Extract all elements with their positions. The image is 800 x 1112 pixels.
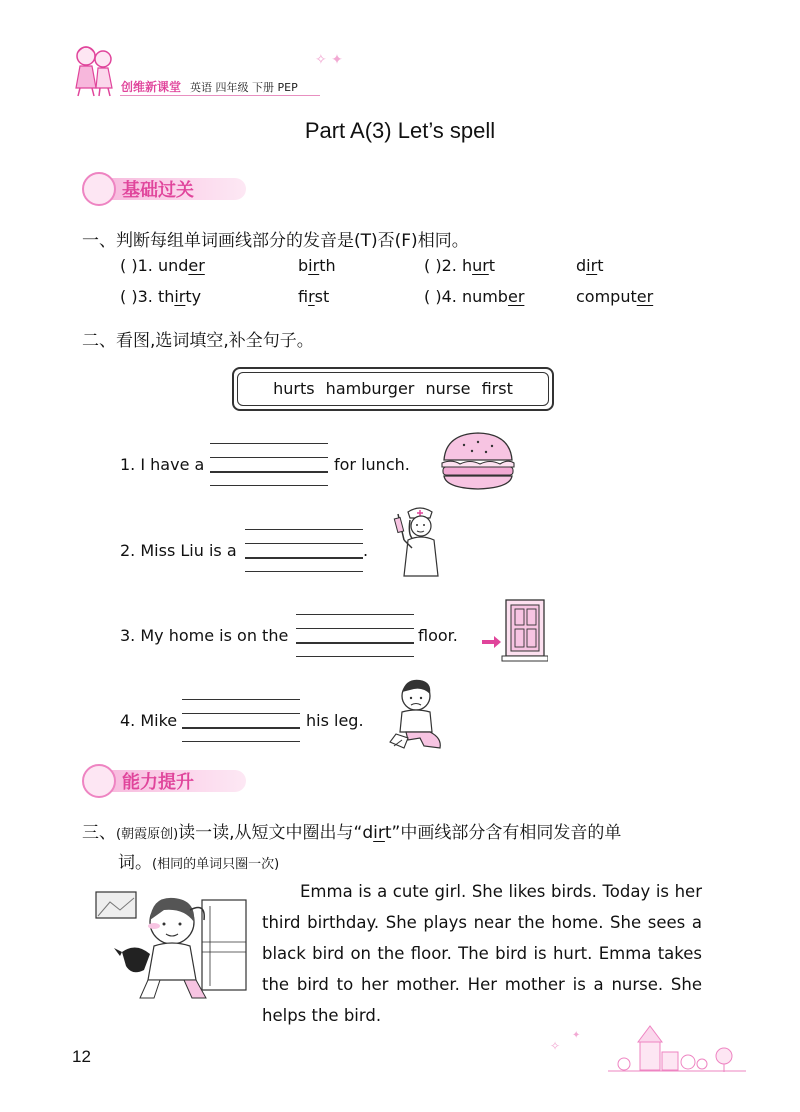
q1-word2: computer xyxy=(576,287,654,306)
answer-paren[interactable]: ( ) xyxy=(424,256,442,275)
passage-text: Emma is a cute girl. She likes birds. Today is her third birthday. She plays near the home. She sees a black bird on the floor. The bird is hurt. Emma takes the bird to her mother. Her mother is a nurse. She helps the bird. xyxy=(262,882,702,1025)
word-bank: hurts hamburger nurse first xyxy=(273,379,513,398)
instruction-note: (相同的单词只圈一次) xyxy=(152,857,280,872)
word-bank-box xyxy=(232,367,554,411)
item-number: 1. xyxy=(137,256,153,275)
sentence-1-end: for lunch. xyxy=(334,455,410,474)
boy-hurt-leg-icon xyxy=(386,676,448,754)
answer-paren[interactable]: ( ) xyxy=(424,287,442,306)
kids-logo-icon xyxy=(70,42,120,98)
girl-face-icon xyxy=(82,172,116,206)
word-part: und xyxy=(157,256,189,275)
writing-blank-2[interactable] xyxy=(245,529,363,571)
q1-item: ( )2. hurt xyxy=(424,256,496,275)
book-info: 英语 四年级 下册 PEP xyxy=(190,81,298,94)
source-note: (朝霞原创) xyxy=(116,827,179,842)
q1-item: ( )3. thirty xyxy=(120,287,202,306)
q1-heading: 一、判断每组单词画线部分的发音是(T)否(F)相同。 xyxy=(82,231,469,251)
svg-text:✦: ✦ xyxy=(572,1030,581,1041)
reading-passage xyxy=(262,876,702,1031)
q3-heading: 三、(朝霞原创)读一读,从短文中圈出与“dirt”中画线部分含有相同发音的单 xyxy=(82,823,622,843)
sentence-4-start: 4. Mike xyxy=(120,711,178,730)
q1-word2: dirt xyxy=(576,256,604,275)
writing-blank-3[interactable] xyxy=(296,614,414,656)
svg-text:✧: ✧ xyxy=(550,1039,561,1053)
sentence-3-end: floor. xyxy=(418,626,458,645)
nurse-icon xyxy=(386,504,446,578)
writing-blank-4[interactable] xyxy=(182,699,300,741)
answer-paren[interactable]: ( ) xyxy=(120,287,138,306)
writing-blank-1[interactable] xyxy=(210,443,328,485)
q1-item: ( )4. number xyxy=(424,287,525,306)
girl-with-bird-icon xyxy=(92,880,254,1006)
girl-face-icon xyxy=(82,764,116,798)
header-divider xyxy=(120,95,320,96)
section-banner-advanced xyxy=(82,764,252,798)
q3-heading-line2: 词。(相同的单词只圈一次) xyxy=(118,853,280,873)
section-title: 能力提升 xyxy=(122,772,194,793)
door-icon xyxy=(478,596,548,662)
answer-paren[interactable]: ( ) xyxy=(120,256,138,275)
sentence-2-end: . xyxy=(363,541,369,560)
castle-decoration-icon xyxy=(548,1020,748,1072)
page-title: Part A(3) Let’s spell xyxy=(304,118,496,143)
sentence-4-end: his leg. xyxy=(306,711,364,730)
sentence-1-start: 1. I have a xyxy=(120,455,205,474)
q2-heading: 二、看图,选词填空,补全句子。 xyxy=(82,331,314,351)
sentence-2-start: 2. Miss Liu is a xyxy=(120,541,237,560)
brand-label: 创维新课堂 xyxy=(121,80,182,94)
section-title: 基础过关 xyxy=(122,180,194,201)
star-decoration-icon: ✧ ✦ xyxy=(315,52,343,68)
page-number: 12 xyxy=(72,1047,91,1066)
section-banner-basic xyxy=(82,172,252,206)
q1-word2: first xyxy=(298,287,330,306)
hamburger-icon xyxy=(438,430,518,492)
underlined-part: er xyxy=(188,256,205,275)
q1-word2: birth xyxy=(298,256,336,275)
q1-item xyxy=(120,256,205,275)
sentence-3-start: 3. My home is on the xyxy=(120,626,289,645)
